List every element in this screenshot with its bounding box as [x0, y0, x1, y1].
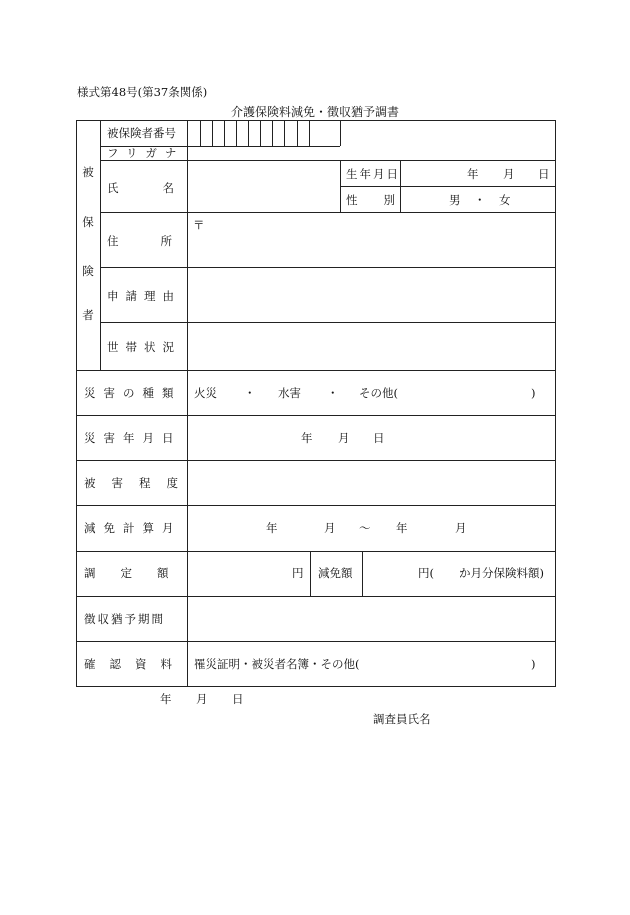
- birth-day: 日: [538, 167, 550, 181]
- survey-form-table: [76, 120, 556, 687]
- exemption-period-label: 減免計算月: [84, 521, 182, 535]
- disaster-type-label: 災害の種類: [84, 386, 182, 400]
- disaster-flood: 水害: [278, 386, 301, 400]
- verification-close: ): [531, 657, 536, 671]
- period-year-1: 年: [266, 521, 278, 535]
- form-number: 様式第48号(第37条関係): [77, 85, 208, 99]
- insured-number-label: 被保険者番号: [107, 126, 176, 140]
- verification-value: 罹災証明・被災者名簿・その他(: [194, 657, 360, 671]
- side-label-hi: 被: [82, 165, 94, 179]
- disaster-month: 月: [338, 431, 350, 445]
- exemption-yen: 円(: [418, 566, 434, 580]
- disaster-year: 年: [301, 431, 313, 445]
- household-label: 世帯状況: [107, 340, 181, 354]
- birth-year: 年: [467, 167, 479, 181]
- form-title: 介護保険料減免・徴収猶予調書: [230, 105, 399, 119]
- footer-day: 日: [232, 692, 244, 706]
- side-label-sha: 者: [82, 308, 94, 322]
- verification-label: 確認資料: [84, 657, 186, 671]
- disaster-dot-2: ・: [327, 386, 339, 400]
- exemption-amount-label: 減免額: [318, 566, 353, 580]
- assessment-yen: 円: [292, 566, 304, 580]
- birth-month: 月: [503, 167, 515, 181]
- disaster-dot-1: ・: [244, 386, 256, 400]
- damage-label: 被害程度: [84, 476, 194, 490]
- period-month-2: 月: [455, 521, 467, 535]
- footer-year: 年: [160, 692, 172, 706]
- name-label: 氏名: [107, 181, 218, 195]
- disaster-close: ): [531, 386, 536, 400]
- footer-month: 月: [196, 692, 208, 706]
- address-label: 住所: [107, 234, 214, 248]
- sex-label: 性別: [346, 193, 421, 207]
- investigator-name-label: 調査員氏名: [373, 712, 431, 726]
- reason-label: 申請理由: [107, 289, 181, 303]
- months-premium: か月分保険料額): [459, 566, 544, 580]
- sex-dot: ・: [474, 193, 486, 207]
- disaster-fire: 火災: [194, 386, 217, 400]
- sex-female: 女: [499, 193, 511, 207]
- side-label-ken: 険: [82, 264, 94, 278]
- period-tilde: 〜: [359, 521, 371, 535]
- disaster-date-label: 災害年月日: [84, 431, 182, 445]
- period-month-1: 月: [324, 521, 336, 535]
- period-year-2: 年: [396, 521, 408, 535]
- deferral-label: 徴収猶予期間: [84, 612, 165, 626]
- furigana-label: フリガナ: [107, 146, 185, 160]
- birthdate-label: 生年月日: [346, 167, 400, 181]
- disaster-other: その他(: [359, 386, 398, 400]
- postal-mark: 〒: [193, 218, 205, 232]
- side-label-ho: 保: [82, 215, 94, 229]
- disaster-day: 日: [373, 431, 385, 445]
- sex-male: 男: [449, 193, 461, 207]
- assessment-label: 調定額: [84, 566, 194, 580]
